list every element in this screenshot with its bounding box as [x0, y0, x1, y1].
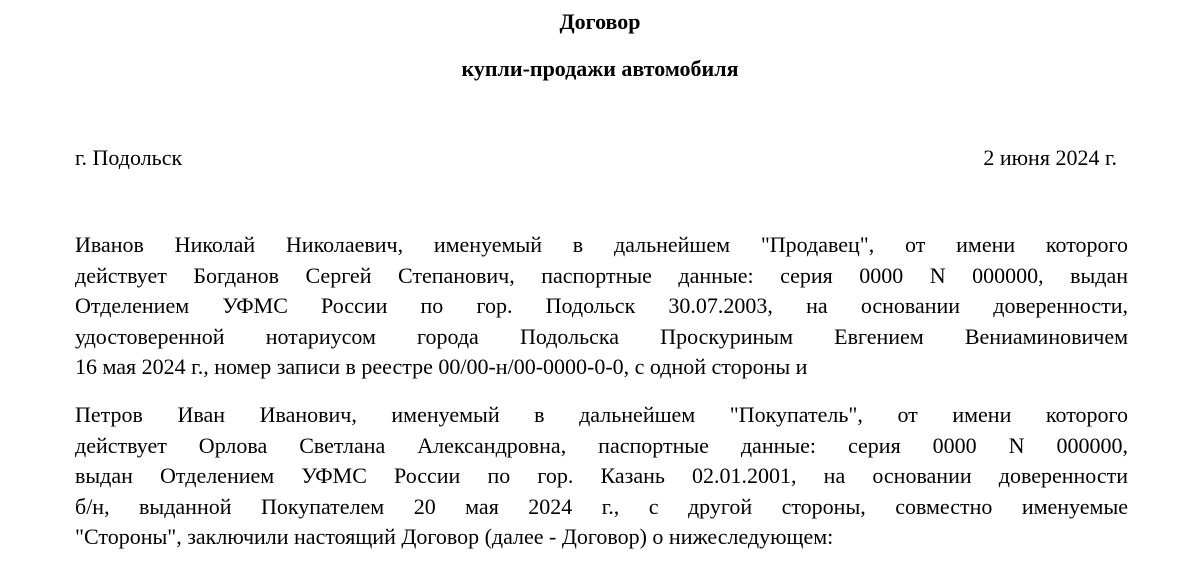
paragraph-line: Петров Иван Иванович, именуемый в дальнейшем "Покупатель", от имени которого [75, 402, 1128, 427]
paragraph-line: 16 мая 2024 г., номер записи в реестре 00/00-н/00-0000-0-0, с одной стороны и [75, 354, 808, 379]
contract-city: г. Подольск [75, 145, 183, 170]
paragraph-line: действует Орлова Светлана Александровна, паспортные данные: серия 0000 N 000000, [75, 432, 1128, 458]
place-date-row [75, 143, 1117, 173]
document-title: Договор [559, 9, 641, 34]
buyer-paragraph [75, 400, 1128, 553]
paragraph-line: выдан Отделением УФМС России по гор. Казань 02.01.2001, на основании доверенности [75, 463, 1128, 488]
paragraph-line: б/н, выданной Покупателем 20 мая 2024 г., с другой стороны, совместно именуемые [75, 493, 1128, 519]
paragraph-line: "Стороны", заключили настоящий Договор (далее - Договор) о нижеследующем: [75, 524, 834, 549]
paragraph-line: Иванов Николай Николаевич, именуемый в дальнейшем "Продавец", от имени которого [75, 232, 1128, 257]
paragraph-line: удостоверенной нотариусом города Подольска Проскуриным Евгением Вениаминовичем [75, 323, 1128, 349]
contract-date: 2 июня 2024 г. [983, 145, 1117, 170]
paragraph-line: Отделением УФМС России по гор. Подольск 30.07.2003, на основании доверенности, [75, 293, 1128, 318]
paragraph-line: действует Богданов Сергей Степанович, паспортные данные: серия 0000 N 000000, выдан [75, 262, 1128, 288]
document-subtitle: купли-продажи автомобиля [461, 56, 739, 81]
seller-paragraph [75, 230, 1128, 383]
